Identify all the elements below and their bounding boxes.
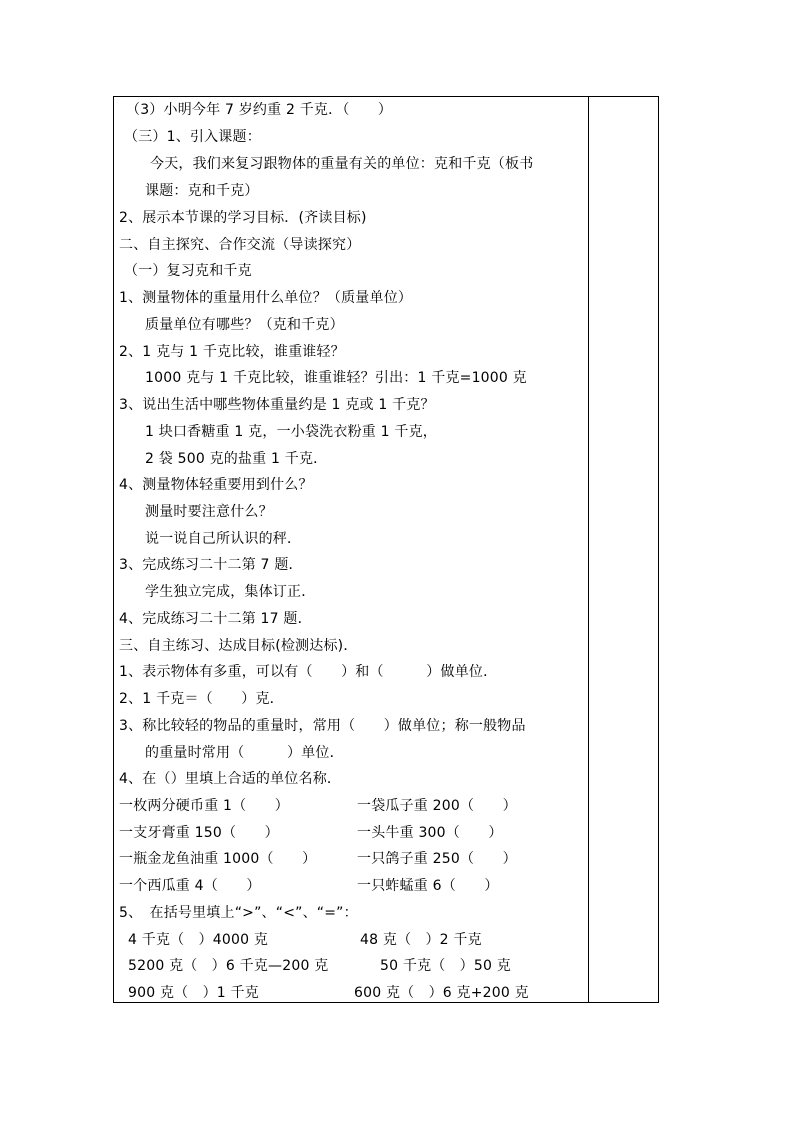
text-line: 3、说出生活中哪些物体重量约是 1 克或 1 千克？: [119, 397, 435, 413]
text-line: 2、1 千克＝（ ）克．: [119, 691, 284, 707]
text-line: （3）小明今年 7 岁约重 2 千克．（ ）: [126, 102, 393, 118]
text-line: 一瓶金龙鱼油重 1000（ ）: [119, 851, 317, 867]
text-line: 说一说自己所认识的秤．: [145, 531, 302, 547]
text-line: 一只鸽子重 250（ ）: [357, 851, 517, 867]
text-line: 的重量时常用（ ）单位．: [145, 745, 344, 761]
text-line: 一枚两分硬币重 1（ ）: [119, 798, 289, 814]
text-line: 2、展示本节课的学习目标．(齐读目标): [119, 210, 367, 226]
text-line: （三）1、引入课题：: [124, 129, 261, 145]
text-line: 质量单位有哪些？（克和千克）: [145, 317, 344, 333]
text-line: 900 克（ ）1 千克: [128, 985, 259, 1001]
text-line: （一）复习克和千克: [124, 263, 252, 279]
lesson-table: [113, 96, 659, 1003]
text-line: 5、 在括号里填上“>”、“<”、“=”：: [119, 905, 358, 921]
text-line: 4、测量物体轻重要用到什么？: [119, 477, 313, 493]
text-line: 50 千克（ ）50 克: [380, 958, 511, 974]
text-line: 4、在（）里填上合适的单位名称．: [119, 771, 342, 787]
column-divider: [588, 97, 589, 1002]
text-line: 48 克（ ）2 千克: [360, 932, 482, 948]
text-line: 课题：克和千克）: [145, 183, 259, 199]
text-line: 一袋瓜子重 200（ ）: [357, 798, 517, 814]
lesson-content-cell: [114, 97, 588, 1002]
text-line: 1、测量物体的重量用什么单位？（质量单位）: [119, 290, 413, 306]
text-line: 3、称比较轻的物品的重量时，常用（ ）做单位；称一般物品: [119, 718, 526, 734]
text-line: 一支牙膏重 150（ ）: [119, 825, 279, 841]
text-line: 1、表示物体有多重，可以有（ ）和（ ）做单位．: [119, 664, 498, 680]
text-line: 三、自主练习、达成目标(检测达标)．: [119, 638, 358, 654]
text-line: 学生独立完成，集体订正．: [145, 584, 316, 600]
text-line: 二、自主探究、合作交流（导读探究）: [119, 237, 361, 253]
text-line: 600 克（ ）6 克+200 克: [354, 985, 529, 1001]
text-line: 一个西瓜重 4（ ）: [119, 878, 261, 894]
text-line: 5200 克（ ）6 千克—200 克: [128, 958, 329, 974]
text-line: 4 千克（ ）4000 克: [128, 932, 269, 948]
text-line: 测量时要注意什么？: [145, 504, 273, 520]
text-line: 2、1 克与 1 千克比较，谁重谁轻？: [119, 344, 345, 360]
text-line: 一只蚱蜢重 6（ ）: [357, 878, 499, 894]
text-line: 3、完成练习二十二第 7 题．: [119, 557, 303, 573]
text-line: 1 块口香糖重 1 克，一小袋洗衣粉重 1 千克，: [145, 424, 437, 440]
text-line: 1000 克与 1 千克比较，谁重谁轻？引出：1 千克=1000 克: [145, 370, 527, 386]
text-line: 一头牛重 300（ ）: [357, 825, 503, 841]
text-line: 2 袋 500 克的盐重 1 千克．: [145, 451, 328, 467]
text-line: 今天，我们来复习跟物体的重量有关的单位：克和千克（板书: [150, 156, 534, 172]
text-line: 4、完成练习二十二第 17 题．: [119, 611, 312, 627]
